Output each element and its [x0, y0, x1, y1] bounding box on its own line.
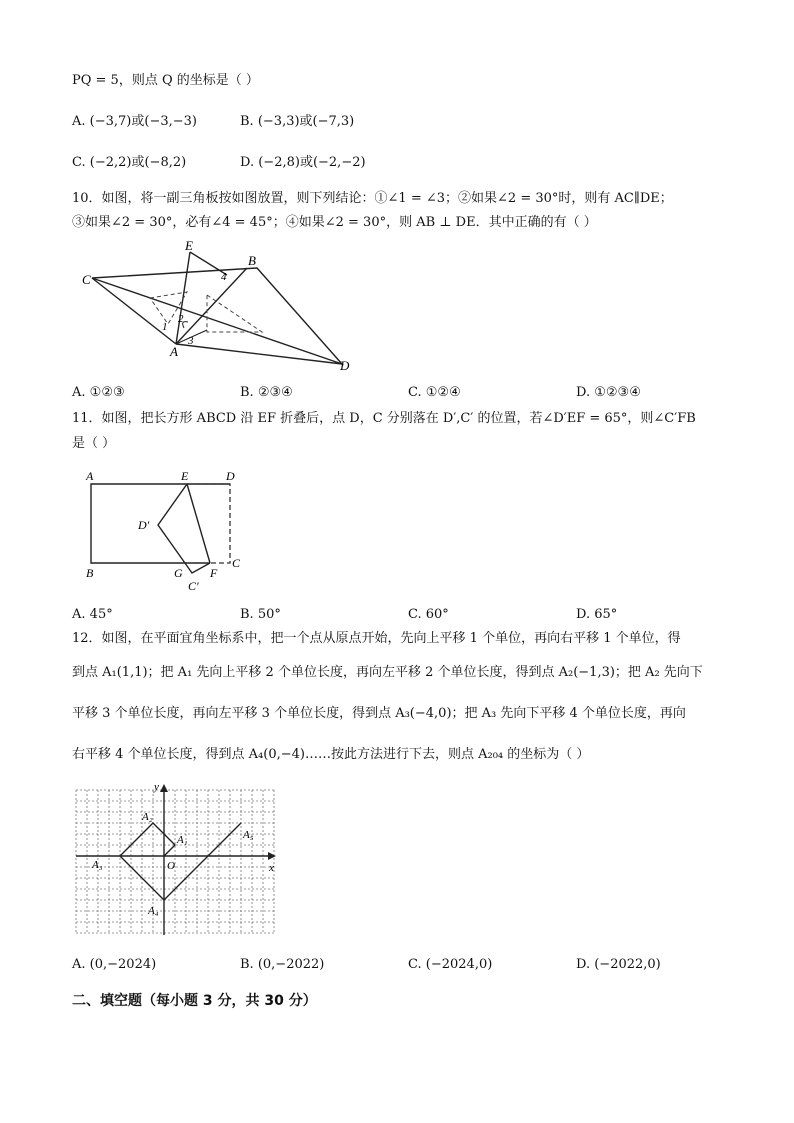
option-label: D.	[576, 385, 591, 400]
q12-grid	[76, 790, 274, 933]
q12-option-c[interactable]	[408, 956, 492, 974]
q12-x-arrow	[268, 852, 276, 860]
q11-option-d[interactable]	[576, 606, 617, 624]
q11-rect-solid	[91, 484, 230, 563]
q11-folded-shape	[158, 484, 210, 573]
q12-stem-line2: 到点 A₁(1,1)；把 A₁ 先向上平移 2 个单位长度，再向左平移 2 个单位长度，得到点 A₂(−1,3)；把 A₂ 先向下	[72, 665, 703, 680]
q11-option-b[interactable]	[240, 606, 281, 624]
q11-fold-ef	[187, 484, 210, 563]
q10-option-d[interactable]	[576, 384, 641, 402]
q10-label-a: A	[170, 344, 178, 359]
q10-label-1: 1	[162, 321, 168, 333]
q12-label-o: O	[167, 860, 175, 872]
q10-line-ad	[176, 344, 342, 364]
option-text: (−2024,0)	[425, 957, 493, 972]
option-label: C.	[72, 155, 86, 170]
option-text: 45°	[89, 607, 113, 622]
q11-label-f: F	[210, 566, 218, 580]
q11-label-g: G	[174, 566, 183, 580]
q10-stem-line2: ③如果∠2 = 30°，必有∠4 = 45°；④如果∠2 = 30°，则 AB ⊥ DE．其中正确的有（ ）	[72, 215, 597, 230]
q12-stem-line3: 平移 3 个单位长度，再向左平移 3 个单位长度，得到点 A₃(−4,0)；把 A₃ 先向下平移 4 个单位长度，再向	[72, 706, 686, 721]
option-label: B.	[240, 607, 254, 622]
q9-option-d[interactable]	[240, 154, 366, 172]
q10-figure	[72, 240, 372, 375]
q12-stem-line4: 右平移 4 个单位长度，得到点 A₄(0,−4)……按此方法进行下去，则点 A₂₀₄ 的坐标为（ ）	[72, 747, 590, 762]
q10-label-e: E	[185, 240, 193, 253]
q12-label-a2: A₂	[142, 811, 153, 823]
q10-label-d: D	[340, 358, 350, 373]
q12-label-a3: A₃	[92, 859, 103, 871]
q12-label-a4: A₄	[148, 905, 159, 917]
q10-line-ab	[176, 268, 247, 344]
option-label: A.	[72, 114, 86, 129]
q10-stem-line1: 10．如图，将一副三角板按如图放置，则下列结论：①∠1 = ∠3；②如果∠2 = 30°时，则有 AC∥DE；	[72, 191, 673, 206]
option-text: ①②④	[425, 385, 461, 400]
q9-stem-tail: PQ = 5，则点 Q 的坐标是（ ）	[72, 73, 259, 88]
q11-label-a: A	[86, 469, 94, 483]
q12-label-a1: A₁	[177, 834, 188, 846]
q12-label-y: y	[154, 781, 159, 793]
q9-option-b[interactable]	[240, 113, 354, 131]
q12-stem-line1: 12．如图，在平面宜角坐标系中，把一个点从原点开始，先向上平移 1 个单位，再向右平移 1 个单位，得	[72, 631, 681, 646]
q11-label-b: B	[86, 566, 94, 580]
option-label: B.	[240, 385, 254, 400]
q10-option-b[interactable]	[240, 384, 293, 402]
option-text: ②③④	[257, 385, 293, 400]
q12-figure	[72, 780, 287, 940]
q10-label-4: 4	[221, 271, 227, 283]
q10-label-2: 2	[178, 313, 184, 325]
q12-option-b[interactable]	[240, 956, 324, 974]
option-text: (−2,8)或(−2,−2)	[258, 155, 366, 170]
option-text: 50°	[257, 607, 281, 622]
option-text: 65°	[594, 607, 618, 622]
q11-label-d: D	[226, 469, 235, 483]
q12-option-d[interactable]	[576, 956, 661, 974]
option-text: (−3,3)或(−7,3)	[257, 114, 355, 129]
q10-label-c: C	[82, 272, 91, 287]
q11-rect-dashed	[187, 484, 230, 563]
option-text: ①②③④	[594, 385, 641, 400]
option-text: (0,−2022)	[257, 957, 325, 972]
q11-figure	[72, 465, 252, 595]
q11-stem-line1: 11．如图，把长方形 ABCD 沿 EF 折叠后，点 D，C 分别落在 D′,C′ 的位置，若∠D′EF = 65°，则∠C′FB	[72, 411, 696, 426]
option-label: C.	[408, 607, 422, 622]
option-label: A.	[72, 385, 86, 400]
option-label: A.	[72, 957, 86, 972]
option-label: B.	[240, 114, 254, 129]
q11-option-c[interactable]	[408, 606, 449, 624]
option-label: A.	[72, 607, 86, 622]
option-text: (0,−2024)	[89, 957, 157, 972]
option-text: (−2,2)或(−8,2)	[89, 155, 187, 170]
q11-label-e: E	[181, 469, 189, 483]
option-text: (−2022,0)	[594, 957, 661, 972]
section-heading: 二、填空题（每小题 3 分，共 30 分）	[72, 993, 317, 1009]
q11-label-c-prime: C′	[188, 579, 199, 593]
option-text: ①②③	[89, 385, 125, 400]
q12-option-a[interactable]	[72, 956, 156, 974]
q11-option-a[interactable]	[72, 606, 113, 624]
option-label: C.	[408, 957, 422, 972]
q12-label-x: x	[269, 862, 274, 874]
q10-line-ca	[92, 278, 176, 344]
option-text: (−3,7)或(−3,−3)	[89, 114, 197, 129]
q12-label-a5: A₅	[243, 829, 254, 841]
q12-y-arrow	[160, 784, 168, 792]
q11-label-c: C	[232, 556, 241, 570]
option-text: 60°	[425, 607, 449, 622]
q10-label-b: B	[248, 253, 256, 268]
q10-label-3: 3	[188, 335, 194, 347]
option-label: B.	[240, 957, 254, 972]
q10-option-c[interactable]	[408, 384, 461, 402]
option-label: D.	[240, 155, 255, 170]
option-label: D.	[576, 957, 591, 972]
q9-option-c[interactable]	[72, 154, 186, 172]
q10-option-a[interactable]	[72, 384, 125, 402]
q11-label-d-prime: D′	[138, 518, 150, 532]
q11-stem-line2: 是（ ）	[72, 436, 116, 451]
option-label: C.	[408, 385, 422, 400]
option-label: D.	[576, 607, 591, 622]
q9-option-a[interactable]	[72, 113, 197, 131]
